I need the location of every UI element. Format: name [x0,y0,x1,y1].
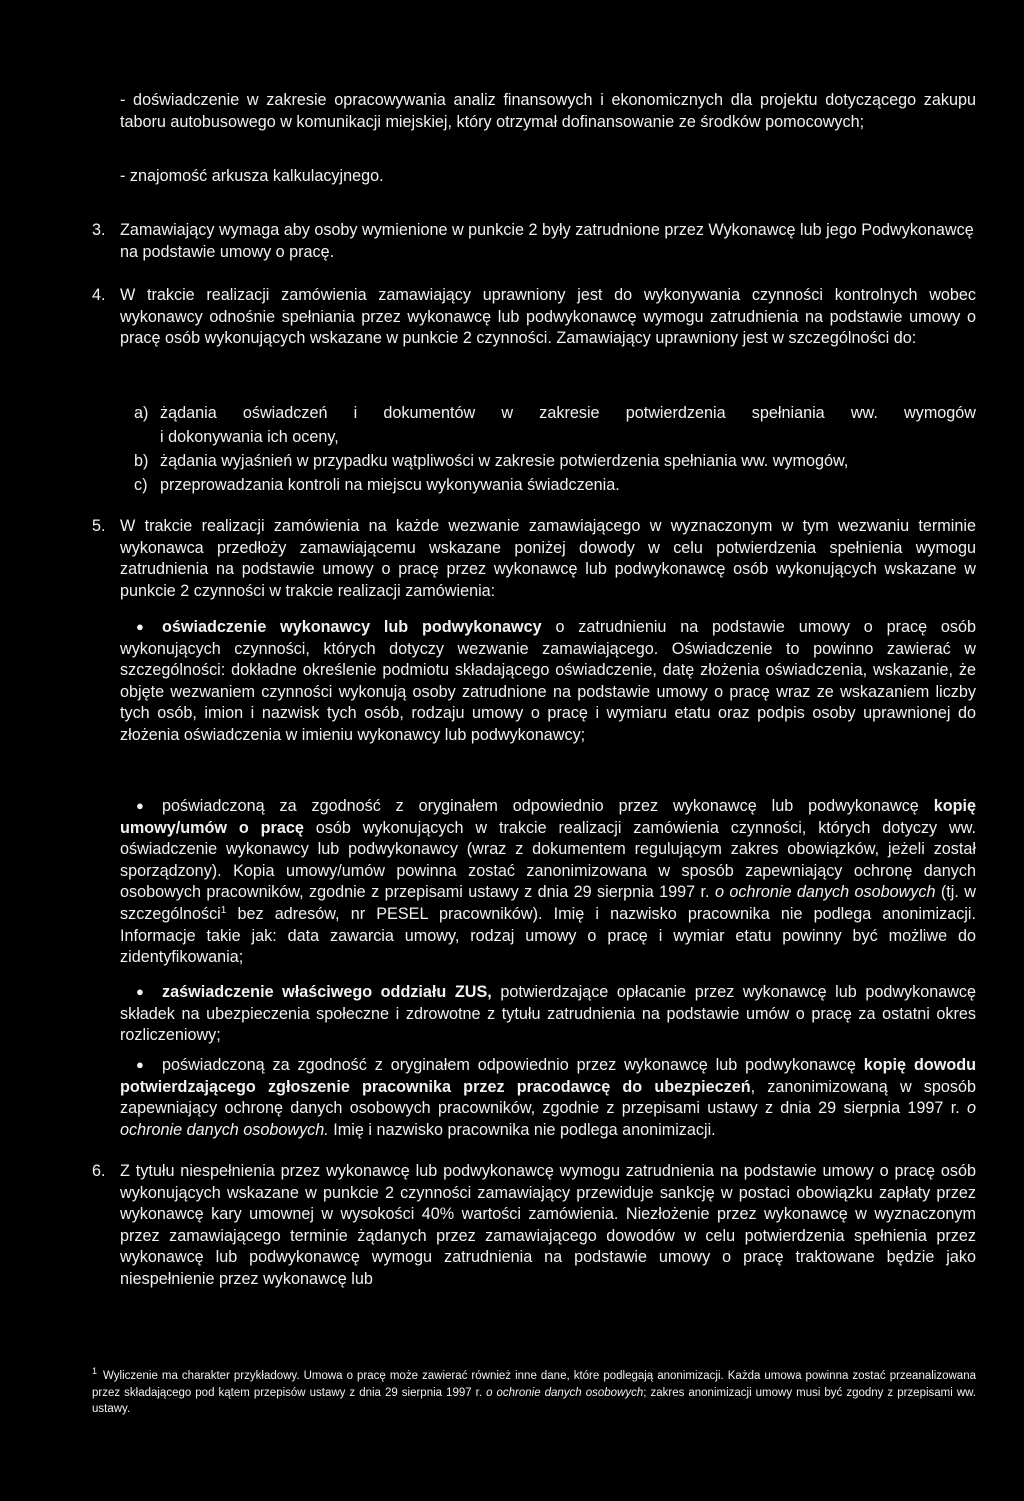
list-item-a: a) żądania oświadczeń i dokumentów w zakresie potwierdzenia spełniania ww. wymogów [134,404,976,422]
section-number-3: 3. [92,221,106,239]
section-6-text: Z tytułu niespełnienia przez wykonawcę lub podwykonawcę wymogu zatrudnienia na podstawie umowy o pracę osób wykonujących wskazane w punkcie 2 czynności zamawiający przewiduje sankcję w postaci obowiązku zapłaty przez wykonawcę kary umownej w wysokości 40% wartości zamówienia. Niezłożenie przez wykonawcę w wyznaczonym przez zamawiającego terminie żądanych przez zamawiającego dowodów w celu potwierdzenia spełnienia przez wykonawcę lub podwykonawcę wymogu zatrudnienia na podstawie umowy o pracę traktowane będzie jako niespełnienie przez wykonawcę lub [120,1162,976,1288]
footnote: $^1$ Wyliczenie ma charakter przykładowy. Umowa o pracę może zawierać również inne dane, które podlegają anonimizacji. Każda umowa powinna zostać przeanalizowana przez składającego pod kątem przepisów ustawy z dnia 29 sierpnia 1997 r. o ochronie danych osobowych; zakres anonimizacji umowy musi być zgodny z przepisami ww. ustawy. [92,1366,976,1415]
bullet-statement: ● oświadczenie wykonawcy lub podwykonawcy o zatrudnieniu na podstawie umowy o pracę osób wykonujących czynności, których dotyczy wezwanie zamawiającego. Oświadczenie to powinno zawierać w szczególności: dokładne określenie podmiotu składającego oświadczenie, datę złożenia oświadczenia, wskazanie, że objęte wezwaniem czynności wykonują osoby zatrudnione na podstawie umowy o pracę wraz ze wskazaniem liczby tych osób, imion i nazwisk tych osób, rodzaju umowy o pracę i wymiaru etatu oraz podpis osoby uprawnionej do złożenia oświadczenia w imieniu wykonawcy lub podwykonawcy; [120,618,976,744]
section-number-4: 4. [92,286,106,304]
list-item-a-continued: i dokonywania ich oceny, [160,428,339,446]
bullet-contract-copy: ● poświadczoną za zgodność z oryginałem odpowiednio przez wykonawcę lub podwykonawcę kopię umowy/umów o pracę osób wykonujących w trakcie realizacji zamówienia czynności, których dotyczy ww. oświadczenie wykonawcy lub podwykonawcy (wraz z dokumentem regulującym zakres obowiązków, jeżeli został sporządzony). Kopia umowy/umów powinna zostać zanonimizowana w sposób zapewniający ochronę danych osobowych pracowników, zgodnie z przepisami ustawy z dnia 29 sierpnia 1997 r. o ochronie danych osobowych (tj. w szczególności$^1$ bez adresów, nr PESEL pracowników). Imię i nazwisko pracownika nie podlega anonimizacji. Informacje takie jak: data zawarcia umowy, rodzaj umowy o pracę i wymiar etatu powinny być możliwe do zidentyfikowania; [120,797,976,967]
list-item-b: b) żądania wyjaśnień w przypadku wątpliwości w zakresie potwierdzenia spełniania ww. wymogów, [134,452,849,470]
section-5-text: W trakcie realizacji zamówienia na każde wezwanie zamawiającego w wyznaczonym w tym wezwaniu terminie wykonawca przedłoży zamawiającemu wskazane poniżej dowody w celu potwierdzenia spełnienia wymogu zatrudnienia na podstawie umowy o pracę przez wykonawcę lub podwykonawcę osób wykonujących wskazane w punkcie 2 czynności w trakcie realizacji zamówienia: [120,517,976,600]
intro-requirement-2: - znajomość arkusza kalkulacyjnego. [120,167,384,185]
section-3-text: Zamawiający wymaga aby osoby wymienione w punkcie 2 były zatrudnione przez Wykonawcę lub jego Podwykonawcę na podstawie umowy o pracę. [120,221,974,261]
bullet-insurance-proof: ● poświadczoną za zgodność z oryginałem odpowiednio przez wykonawcę lub podwykonawcę kopię dowodu potwierdzającego zgłoszenie pracownika przez pracodawcę do ubezpieczeń, zanonimizowaną w sposób zapewniający ochronę danych osobowych pracowników, zgodnie z przepisami ustawy z dnia 29 sierpnia 1997 r. o ochronie danych osobowych. Imię i nazwisko pracownika nie podlega anonimizacji. [120,1056,976,1139]
section-number-6: 6. [92,1162,106,1180]
list-item-c: c) przeprowadzania kontroli na miejscu wykonywania świadczenia. [134,476,620,494]
section-number-5: 5. [92,517,106,535]
bullet-zus-certificate: ● zaświadczenie właściwego oddziału ZUS, potwierdzające opłacanie przez wykonawcę lub podwykonawcę składek na ubezpieczenia społeczne i zdrowotne z tytułu zatrudnienia na podstawie umów o pracę za ostatni okres rozliczeniowy; [120,983,976,1045]
bullet-icon: ● [136,619,144,634]
footnote-reference: 1 [220,904,227,916]
bullet-icon: ● [136,984,144,999]
bullet-icon: ● [136,1057,144,1072]
section-4-text: W trakcie realizacji zamówienia zamawiający uprawniony jest do wykonywania czynności kontrolnych wobec wykonawcy odnośnie spełniania przez wykonawcę lub podwykonawcę wymogu zatrudnienia na podstawie umowy o pracę osób wykonujących wskazane w punkcie 2 czynności. Zamawiający uprawniony jest w szczególności do: [120,286,976,348]
intro-requirement-1: - doświadczenie w zakresie opracowywania analiz finansowych i ekonomicznych dla projektu dotyczącego zakupu taboru autobusowego w komunikacji miejskiej, który otrzymał dofinansowanie ze środków pomocowych; [120,91,976,131]
bullet-icon: ● [136,798,144,813]
